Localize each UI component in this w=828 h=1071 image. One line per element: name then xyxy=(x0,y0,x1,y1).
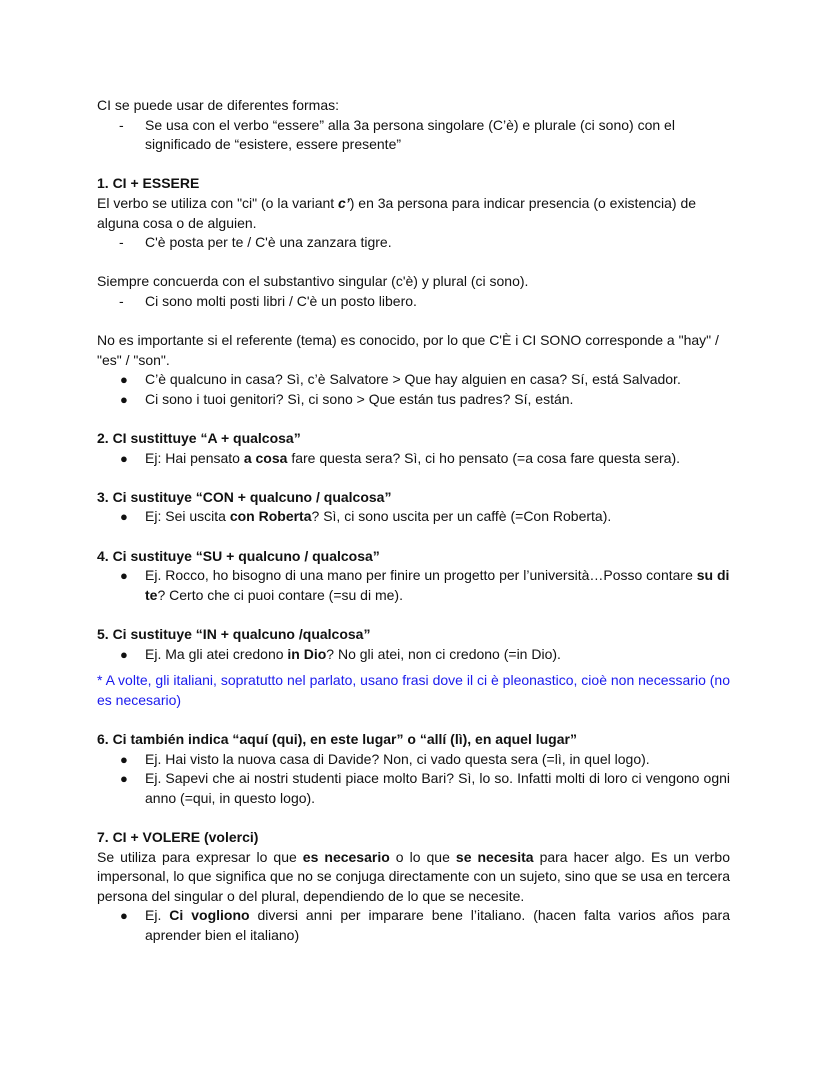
bullet-marker: ● xyxy=(120,908,128,924)
dash-marker: - xyxy=(119,292,124,309)
section-4-heading: 4. Ci sustituye “SU + qualcuno / qualcosa” xyxy=(97,547,380,564)
bullet-marker: ● xyxy=(120,391,128,407)
list-item-text: C’è qualcuno in casa? Sì, c’è Salvatore > Que hay alguien en casa? Sí, está Salvador. xyxy=(145,371,681,388)
list-item xyxy=(97,507,730,527)
list-item xyxy=(97,370,730,390)
list-item-text: Ej. Sapevi che ai nostri studenti piace molto Bari? Sì, lo so. Infatti molti di loro ci vengono ogni anno (=qui, in questo logo). xyxy=(145,770,730,806)
list-item xyxy=(97,566,730,605)
list-item-text: Ej: Hai pensato a cosa fare questa sera? Sì, ci ho pensato (=a cosa fare questa sera). xyxy=(145,449,681,466)
list-item-text: Ej: Sei uscita con Roberta? Sì, ci sono uscita per un caffè (=Con Roberta). xyxy=(145,508,612,525)
list-item-text: Ci sono molti posti libri / C'è un posto libero. xyxy=(145,292,417,309)
list-item-text: Ej. Hai visto la nuova casa di Davide? Non, ci vado questa sera (=lì, in quel logo). xyxy=(145,750,650,767)
bullet-marker: ● xyxy=(120,751,128,767)
list-item xyxy=(97,449,730,469)
list-item-text: Se usa con el verbo “essere” alla 3a persona singolare (C’è) e plurale (ci sono) con el significado de “esistere, essere presente” xyxy=(145,116,675,153)
list-item xyxy=(97,116,730,155)
list-item xyxy=(97,390,730,410)
intro-text: CI se puede usar de diferentes formas: xyxy=(97,97,340,113)
dash-marker: - xyxy=(119,116,124,133)
list-item xyxy=(97,233,730,253)
bullet-marker: ● xyxy=(120,509,128,525)
list-item xyxy=(97,292,730,312)
section-6-heading: 6. Ci también indica “aquí (qui), en este lugar” o “allí (lì), en aquel lugar” xyxy=(97,731,577,747)
document-body xyxy=(97,96,730,946)
list-item xyxy=(97,645,730,665)
bullet-marker: ● xyxy=(120,771,128,787)
section-2-heading: 2. CI sustittuye “A + qualcosa” xyxy=(97,430,301,447)
section-7-paragraph: Se utiliza para expresar lo que es necesario o lo que se necesita para hacer algo. Es un verbo impersonal, lo que significa que no se conjuga directamente con un sujeto, sino que se usa en tercera persona del singular o del plural, dependiendo de lo que se necesite. xyxy=(97,848,731,904)
list-item-text: Ej. Ma gli atei credono in Dio? No gli atei, non ci credono (=in Dio). xyxy=(145,645,561,662)
dash-marker: - xyxy=(119,234,124,251)
list-item-text: Ci sono i tuoi genitori? Sì, ci sono > Que están tus padres? Sí, están. xyxy=(145,390,574,407)
section-7-heading: 7. CI + VOLERE (volerci) xyxy=(97,828,259,845)
bullet-marker: ● xyxy=(120,372,128,388)
list-item-text: Ej. Rocco, ho bisogno di una mano per finire un progetto per l’università…Posso contare su di te? Certo che ci puoi contare (=su di me). xyxy=(145,567,730,603)
section-1-heading: 1. CI + ESSERE xyxy=(97,175,200,192)
list-item xyxy=(97,906,730,945)
bullet-marker: ● xyxy=(120,568,128,584)
bullet-marker: ● xyxy=(120,646,128,662)
pleonastic-note: * A volte, gli italiani, sopratutto nel parlato, usano frasi dove il ci è pleonastico, cioè non necessario (no es necesario) xyxy=(97,672,730,708)
bullet-marker: ● xyxy=(120,450,128,466)
section-5-heading: 5. Ci sustituye “IN + qualcuno /qualcosa” xyxy=(97,626,371,643)
list-item-text: C'è posta per te / C'è una zanzara tigre. xyxy=(145,234,392,251)
list-item-text: Ej. Ci vogliono diversi anni per imparare bene l’italiano. (hacen falta varios años para aprender bien el italiano) xyxy=(145,907,730,943)
section-1-paragraph-3: No es importante si el referente (tema) es conocido, por lo que C'È i CI SONO corresponde a "hay" / "es" / "son". xyxy=(97,332,719,368)
section-3-heading: 3. Ci sustituye “CON + qualcuno / qualcosa” xyxy=(97,488,392,505)
section-1-paragraph-2: Siempre concuerda con el substantivo singular (c'è) y plural (ci sono). xyxy=(97,273,529,290)
section-1-paragraph-1: El verbo se utiliza con "ci" (o la variant c’) en 3a persona para indicar presencia (o existencia) de alguna cosa o de alguien. xyxy=(97,194,697,231)
list-item xyxy=(97,750,730,770)
list-item xyxy=(97,769,730,808)
